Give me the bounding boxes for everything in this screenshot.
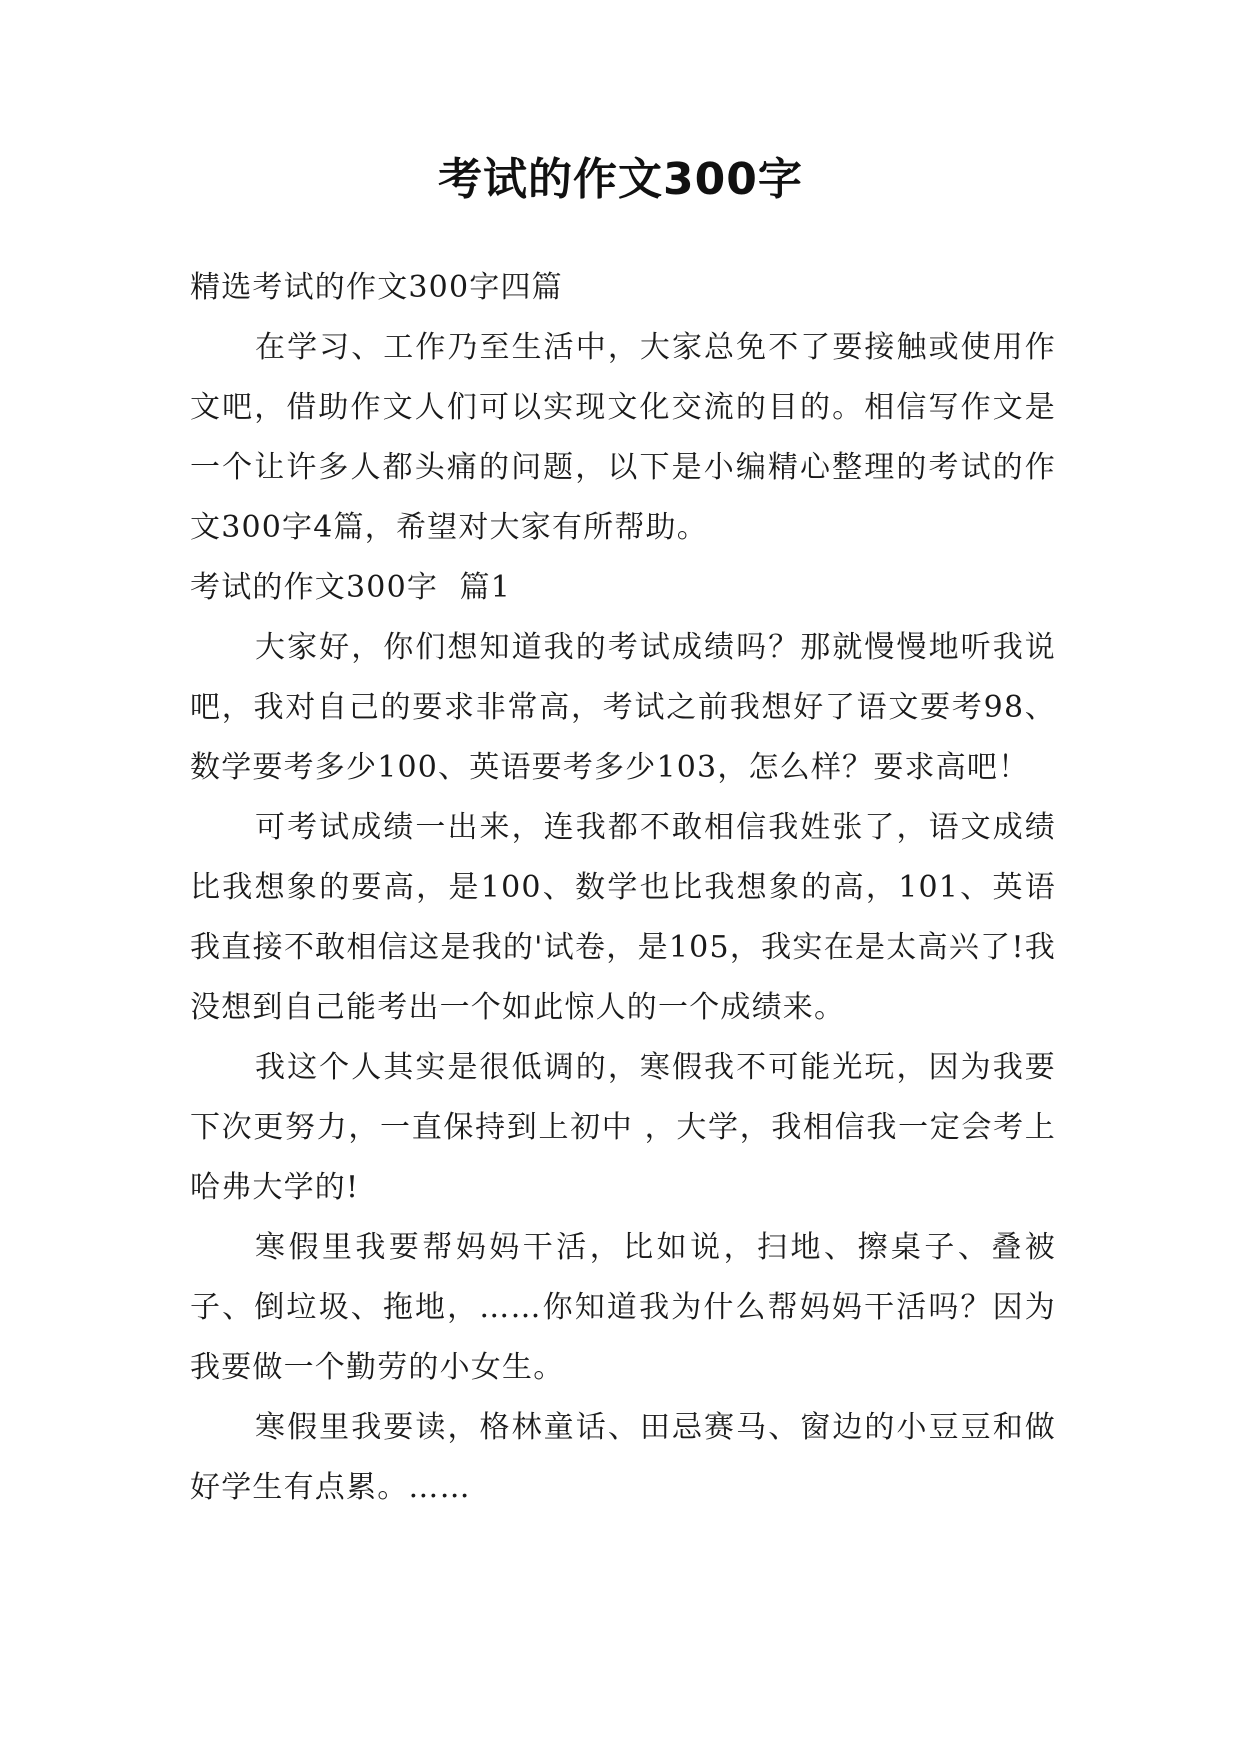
document-title: 考试的作文300字 (438, 154, 803, 205)
essay-paragraph-5: 寒假里我要读，格林童话、田忌赛马、窗边的小豆豆和做好学生有点累。…… (190, 1410, 1056, 1505)
intro-paragraph: 在学习、工作乃至生活中，大家总免不了要接触或使用作文吧，借助作文人们可以实现文化交流的目的。相信写作文是一个让许多人都头痛的问题，以下是小编精心整理的考试的作文300字4篇，希望对大家有所帮助。 (190, 330, 1056, 545)
essay-paragraph-1: 大家好，你们想知道我的考试成绩吗？那就慢慢地听我说吧，我对自己的要求非常高，考试之前我想好了语文要考98、数学要考多少100、英语要考多少103，怎么样？要求高吧！ (190, 630, 1056, 785)
essay-paragraph-2: 可考试成绩一出来，连我都不敢相信我姓张了，语文成绩比我想象的要高，是100、数学也比我想象的高，101、英语我直接不敢相信这是我的'试卷，是105，我实在是太高兴了!我没想到自己能考出一个如此惊人的一个成绩来。 (190, 810, 1056, 1025)
document-heading: 精选考试的作文300字四篇 (190, 270, 563, 305)
section-title: 考试的作文300字 篇1 (190, 570, 512, 605)
essay-paragraph-3: 我这个人其实是很低调的，寒假我不可能光玩，因为我要下次更努力，一直保持到上初中 ，大学，我相信我一定会考上哈弗大学的! (190, 1050, 1056, 1205)
essay-paragraph-4: 寒假里我要帮妈妈干活，比如说，扫地、擦桌子、叠被子、倒垃圾、拖地，……你知道我为什么帮妈妈干活吗？因为我要做一个勤劳的小女生。 (190, 1230, 1056, 1385)
document-body (190, 258, 1056, 1518)
